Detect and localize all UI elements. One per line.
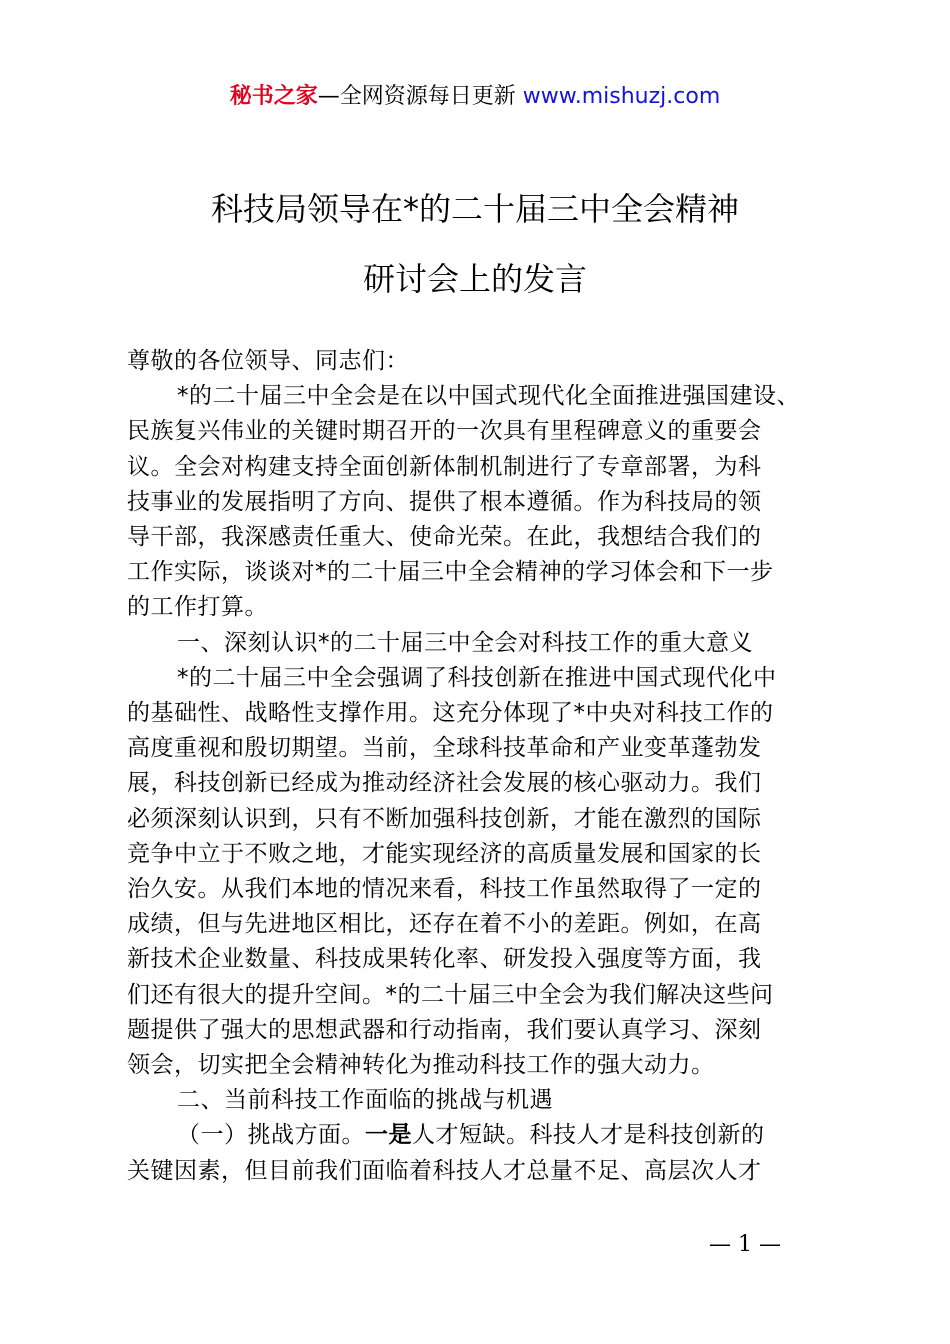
- body-line: 的基础性、战略性支撑作用。这充分体现了*中央对科技工作的: [127, 700, 774, 727]
- banner-brand: 秘书之家: [229, 84, 318, 109]
- body-line: 的工作打算。: [127, 594, 268, 621]
- body-line: 们还有很大的提升空间。*的二十届三中全会为我们解决这些问: [127, 981, 774, 1008]
- site-banner: [0, 80, 950, 114]
- body-line: 竞争中立于不败之地，才能实现经济的高质量发展和国家的长: [127, 840, 762, 867]
- challenge-prefix: （一）挑战方面。: [177, 1122, 365, 1149]
- challenge-rest: 人才短缺。科技人才是科技创新的: [412, 1122, 765, 1149]
- body-line: 必须深刻认识到，只有不断加强科技创新，才能在激烈的国际: [127, 805, 762, 832]
- document-title-line-2: 研讨会上的发言: [362, 260, 587, 298]
- body-line: 民族复兴伟业的关键时期召开的一次具有里程碑意义的重要会: [127, 418, 762, 445]
- body-line: 展，科技创新已经成为推动经济社会发展的核心驱动力。我们: [127, 770, 762, 797]
- challenge-paragraph-line: [127, 1118, 842, 1153]
- salutation: 尊敬的各位领导、同志们：: [127, 348, 409, 374]
- body-line: 关键因素，但目前我们面临着科技人才总量不足、高层次人才: [127, 1157, 762, 1184]
- section-heading-2: 二、当前科技工作面临的挑战与机遇: [177, 1087, 553, 1114]
- challenge-bold: 一是: [365, 1122, 412, 1149]
- document-title-line-1: 科技局领导在*的二十届三中全会精神: [210, 190, 739, 228]
- banner-url-link[interactable]: www.mishuzj.com: [522, 84, 721, 109]
- body-line: 治久安。从我们本地的情况来看，科技工作虽然取得了一定的: [127, 876, 762, 903]
- body-line: 高度重视和殷切期望。当前，全球科技革命和产业变革蓬勃发: [127, 735, 762, 762]
- body-line: 新技术企业数量、科技成果转化率、研发投入强度等方面，我: [127, 946, 762, 973]
- body-line: *的二十届三中全会是在以中国式现代化全面推进强国建设、: [177, 383, 800, 410]
- section-heading-1: 一、深刻认识*的二十届三中全会对科技工作的重大意义: [177, 629, 753, 656]
- body-line: 题提供了强大的思想武器和行动指南，我们要认真学习、深刻: [127, 1016, 762, 1043]
- body-line: *的二十届三中全会强调了科技创新在推进中国式现代化中: [177, 664, 777, 691]
- body-line: 导干部，我深感责任重大、使命光荣。在此，我想结合我们的: [127, 524, 762, 551]
- document-body: [127, 344, 842, 1189]
- page-number: — 1 —: [709, 1232, 781, 1257]
- body-line: 议。全会对构建支持全面创新体制机制进行了专章部署，为科: [127, 453, 762, 480]
- body-line: 领会，切实把全会精神转化为推动科技工作的强大动力。: [127, 1052, 715, 1079]
- body-line: 技事业的发展指明了方向、提供了根本遵循。作为科技局的领: [127, 488, 762, 515]
- body-line: 成绩，但与先进地区相比，还存在着不小的差距。例如，在高: [127, 911, 762, 938]
- body-line: 工作实际，谈谈对*的二十届三中全会精神的学习体会和下一步: [127, 559, 774, 586]
- banner-tagline: —全网资源每日更新: [317, 84, 523, 109]
